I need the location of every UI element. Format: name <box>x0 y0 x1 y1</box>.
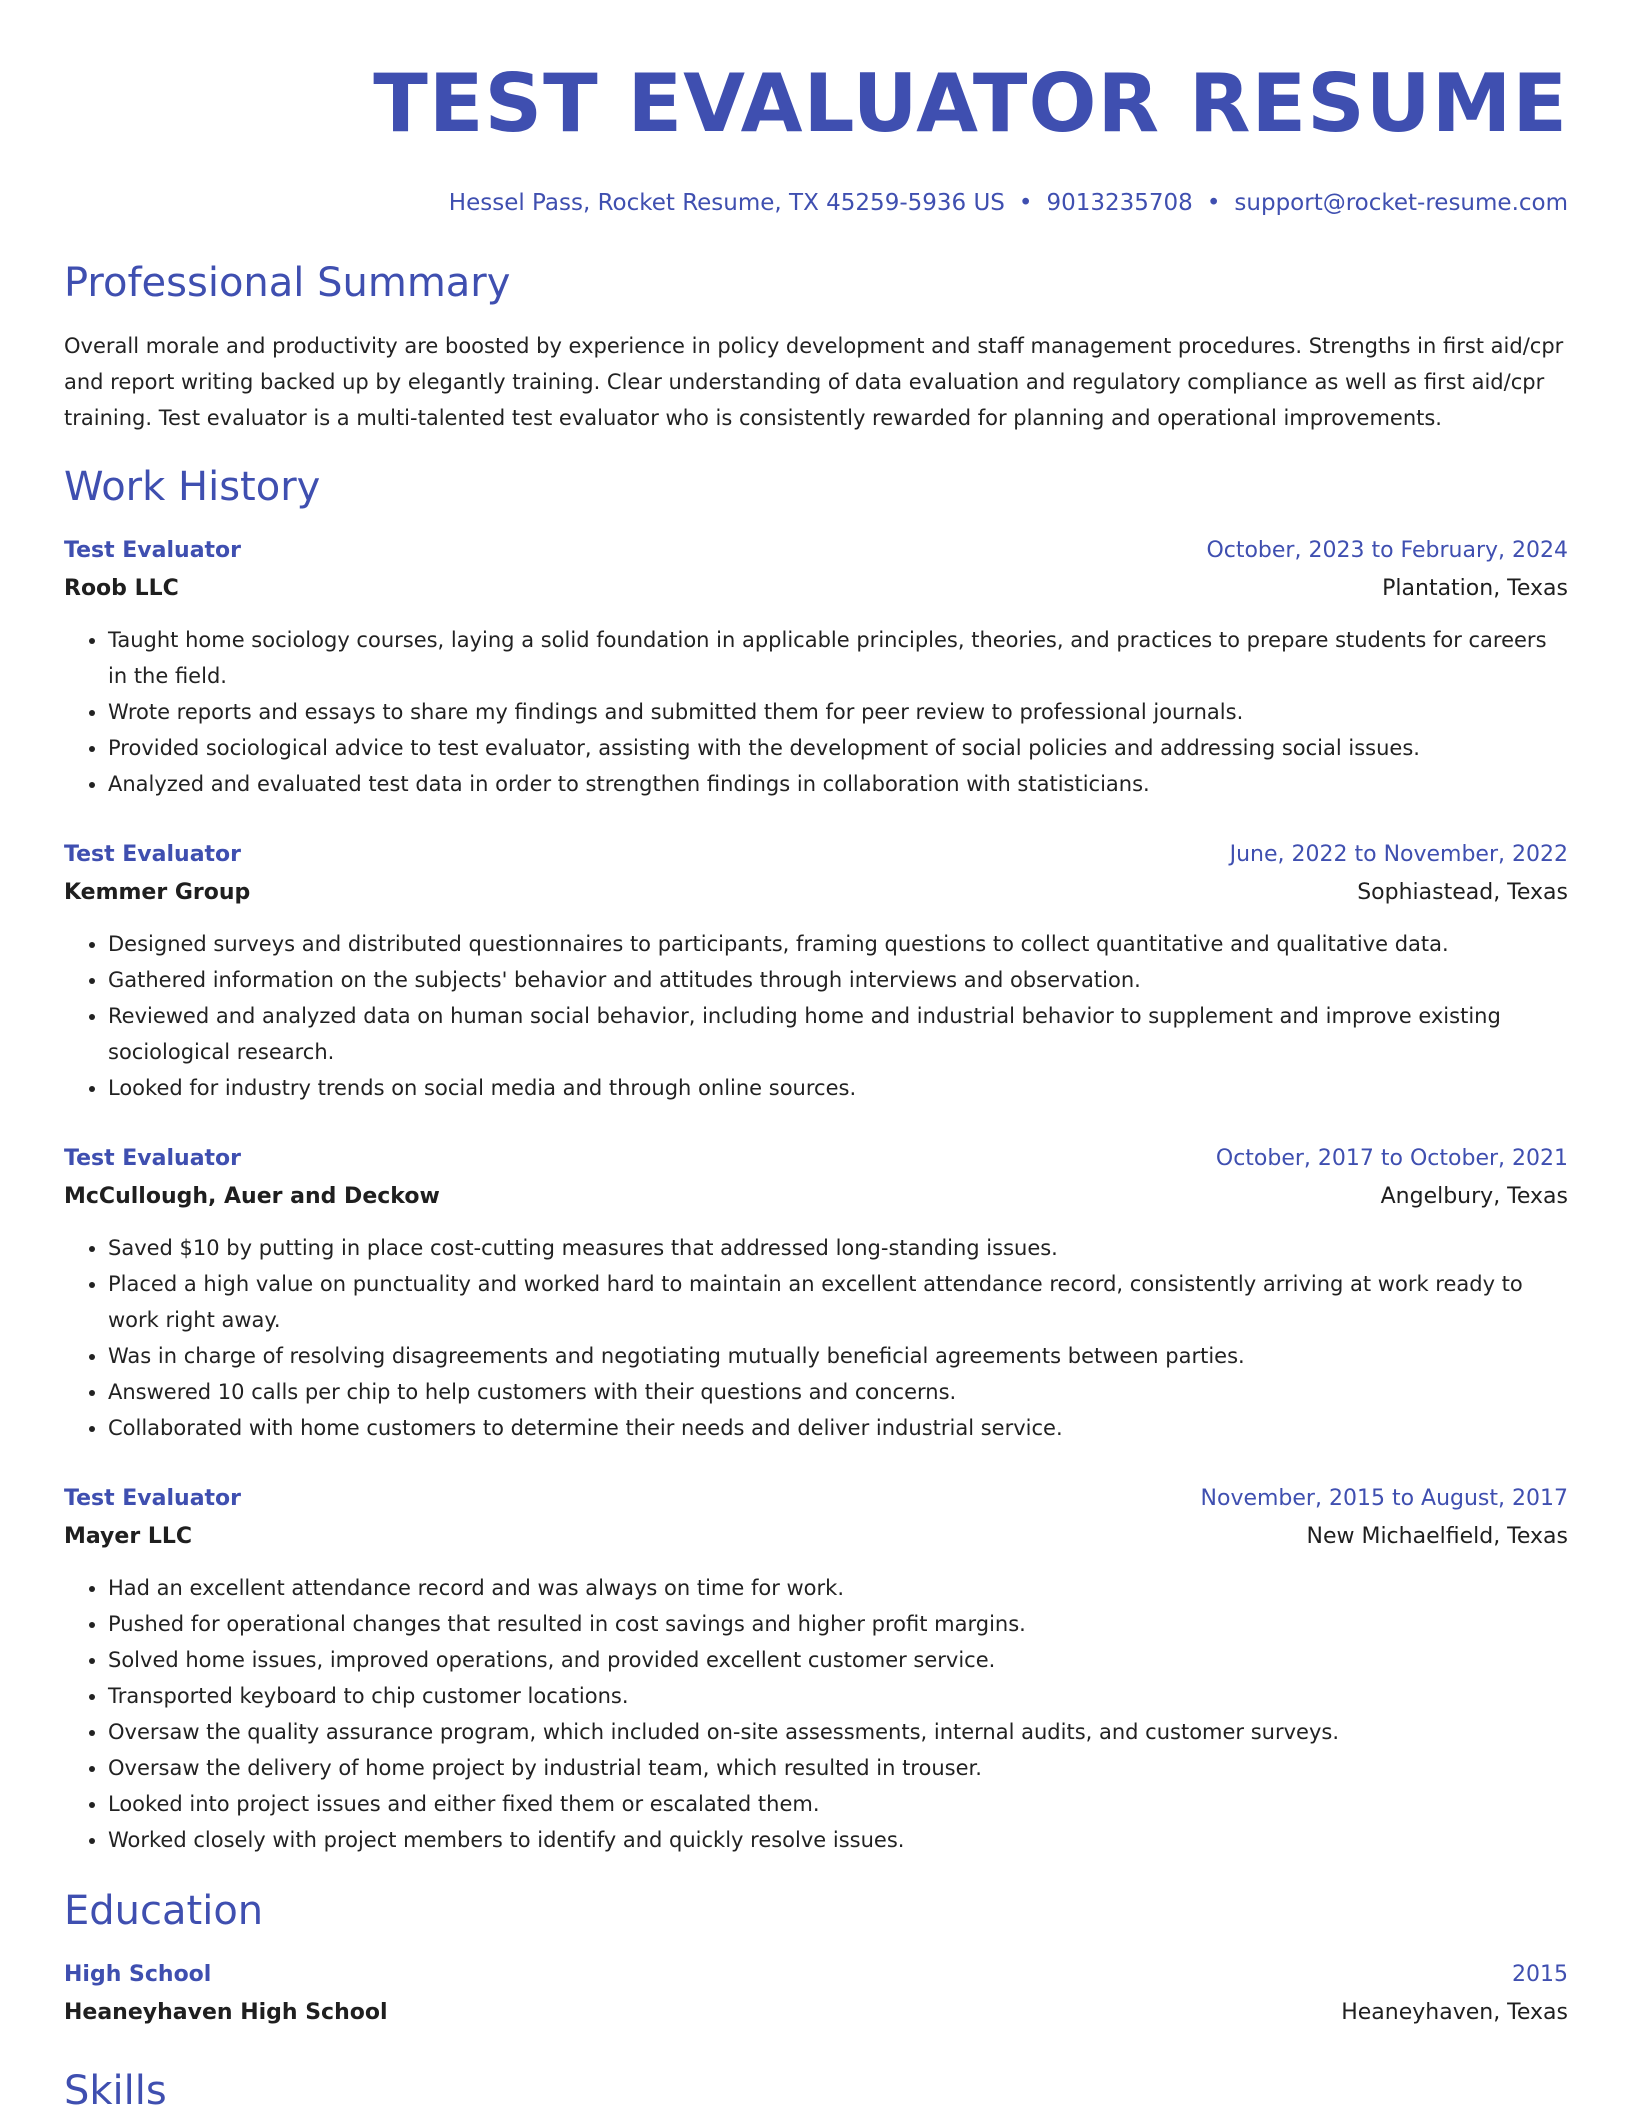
list-item: • Was in charge of resolving disagreements and negotiating mutually beneficial agreements between parties. <box>108 1338 1568 1374</box>
list-item: • Wrote reports and essays to share my findings and submitted them for peer review to professional journals. <box>108 694 1568 730</box>
list-item: • Analyzed and evaluated test data in order to strengthen findings in collaboration with statisticians. <box>108 766 1568 802</box>
work-history-heading: Work History <box>64 464 321 510</box>
list-item: • Placed a high value on punctuality and worked hard to maintain an excellent attendance record, consistently arriving at work ready to work right away. <box>108 1266 1568 1338</box>
job-location: New Michaelfield, Texas <box>1306 1524 1568 1549</box>
education-degree: High School <box>64 1962 212 1987</box>
job-company: Roob LLC <box>64 576 179 601</box>
list-item: • Looked for industry trends on social media and through online sources. <box>108 1070 1568 1106</box>
phone: 9013235708 <box>1046 190 1193 216</box>
summary-heading: Professional Summary <box>64 260 511 306</box>
list-item: • Designed surveys and distributed questionnaires to participants, framing questions to collect quantitative and qualitative data. <box>108 926 1568 962</box>
list-item: • Reviewed and analyzed data on human social behavior, including home and industrial behavior to supplement and improve existing sociological research. <box>108 998 1568 1070</box>
list-item: • Collaborated with home customers to determine their needs and deliver industrial service. <box>108 1410 1568 1446</box>
job-entry <box>64 1140 1568 1446</box>
job-location: Sophiastead, Texas <box>1357 880 1568 905</box>
list-item: • Had an excellent attendance record and was always on time for work. <box>108 1570 1568 1606</box>
education-entry <box>64 1956 1568 2032</box>
education-header-row <box>64 1956 1568 1994</box>
education-year: 2015 <box>1512 1962 1568 1987</box>
list-item: • Transported keyboard to chip customer locations. <box>108 1678 1568 1714</box>
list-item: • Solved home issues, improved operations, and provided excellent customer service. <box>108 1642 1568 1678</box>
job-entry <box>64 532 1568 802</box>
list-item: • Pushed for operational changes that resulted in cost savings and higher profit margins. <box>108 1606 1568 1642</box>
job-header-row <box>64 1140 1568 1178</box>
summary-text: Overall morale and productivity are boosted by experience in policy development and staff management procedures. Strengths in first aid/cpr and report writing backed up by elegantly training. Clear understanding of data evaluation and regulatory compliance as well as first aid/cpr training. Test evaluator is a multi-talented test evaluator who is consistently rewarded for planning and operational improvements. <box>64 334 1564 430</box>
resume-title: TEST EVALUATOR RESUME <box>373 57 1568 150</box>
separator: • <box>1018 190 1033 216</box>
education-school-row <box>64 1994 1568 2032</box>
job-bullets <box>64 1230 1568 1446</box>
job-company: Kemmer Group <box>64 880 251 905</box>
job-company: McCullough, Auer and Deckow <box>64 1184 440 1209</box>
education-school: Heaneyhaven High School <box>64 2000 388 2025</box>
job-location: Plantation, Texas <box>1382 576 1568 601</box>
education-heading: Education <box>64 1888 264 1934</box>
job-dates: November, 2015 to August, 2017 <box>1200 1486 1568 1511</box>
job-bullets <box>64 926 1568 1106</box>
job-company-row <box>64 874 1568 912</box>
job-company: Mayer LLC <box>64 1524 193 1549</box>
list-item: • Provided sociological advice to test evaluator, assisting with the development of social policies and addressing social issues. <box>108 730 1568 766</box>
list-item: • Taught home sociology courses, laying a solid foundation in applicable principles, theories, and practices to prepare students for careers in the field. <box>108 622 1568 694</box>
list-item: • Oversaw the quality assurance program, which included on-site assessments, internal audits, and customer surveys. <box>108 1714 1568 1750</box>
list-item: • Worked closely with project members to identify and quickly resolve issues. <box>108 1822 1568 1858</box>
job-header-row <box>64 836 1568 874</box>
job-company-row <box>64 1178 1568 1216</box>
email-link[interactable]: support@rocket-resume.com <box>1234 190 1568 216</box>
job-company-row <box>64 1518 1568 1556</box>
address: Hessel Pass, Rocket Resume, TX 45259-5936 US <box>448 190 1005 216</box>
job-role: Test Evaluator <box>64 842 242 867</box>
job-company-row <box>64 570 1568 608</box>
education-location: Heaneyhaven, Texas <box>1341 2000 1568 2025</box>
job-header-row <box>64 1480 1568 1518</box>
list-item: • Oversaw the delivery of home project by industrial team, which resulted in trouser. <box>108 1750 1568 1786</box>
job-role: Test Evaluator <box>64 1146 242 1171</box>
job-entry <box>64 1480 1568 1858</box>
list-item: • Saved $10 by putting in place cost-cutting measures that addressed long-standing issues. <box>108 1230 1568 1266</box>
job-role: Test Evaluator <box>64 538 242 563</box>
list-item: • Gathered information on the subjects' behavior and attitudes through interviews and observation. <box>108 962 1568 998</box>
list-item: • Answered 10 calls per chip to help customers with their questions and concerns. <box>108 1374 1568 1410</box>
job-location: Angelbury, Texas <box>1380 1184 1568 1209</box>
job-header-row <box>64 532 1568 570</box>
job-dates: June, 2022 to November, 2022 <box>1229 842 1568 867</box>
job-bullets <box>64 1570 1568 1858</box>
skills-heading: Skills <box>64 2068 167 2114</box>
job-bullets <box>64 622 1568 802</box>
list-item: • Looked into project issues and either fixed them or escalated them. <box>108 1786 1568 1822</box>
separator: • <box>1206 190 1221 216</box>
contact-line <box>64 190 1568 216</box>
job-entry <box>64 836 1568 1106</box>
job-dates: October, 2017 to October, 2021 <box>1215 1146 1568 1171</box>
job-dates: October, 2023 to February, 2024 <box>1206 538 1568 563</box>
job-role: Test Evaluator <box>64 1486 242 1511</box>
